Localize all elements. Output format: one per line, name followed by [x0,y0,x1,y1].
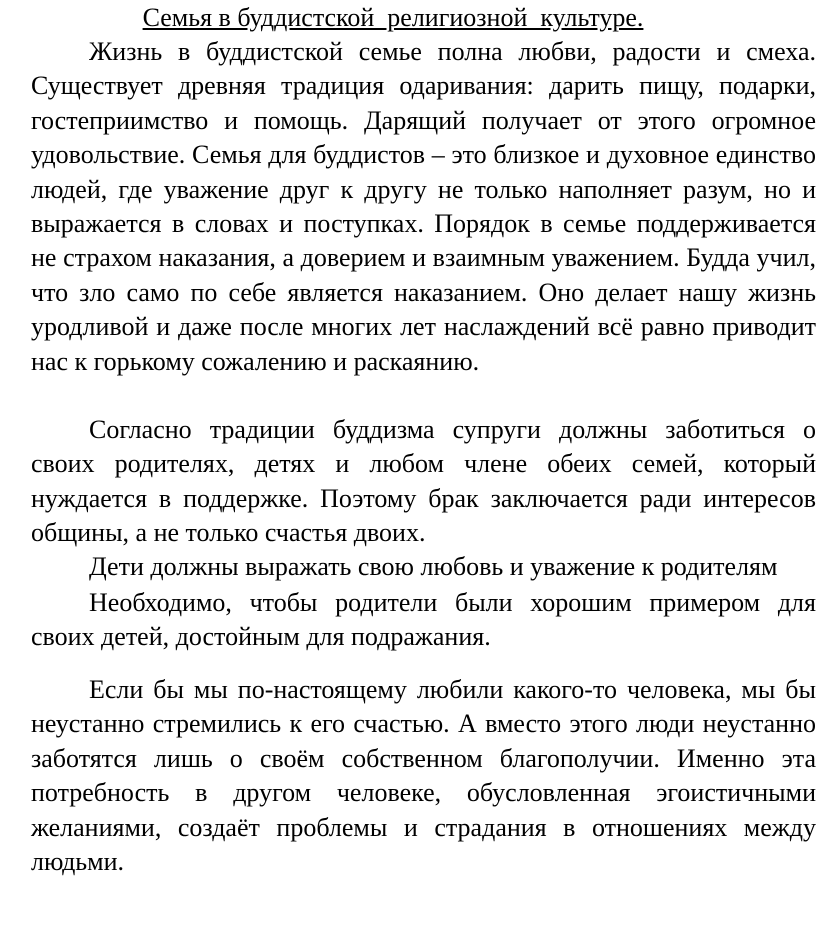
document-title: Семья в буддистской религиозной культуре. [142,3,644,32]
paragraph-family-life: Жизнь в буддистской семье полна любви, радости и смеха. Существует древняя традиция одаривания: дарить пищу, подарки, гостеприимство и помощь. Дарящий получает от этого огромное удовольствие. Семья для буддистов – это близкое и духовное единство людей, где уважение друг к другу не только наполняет разум, но и выражается в словах и поступках. Порядок в семье поддерживается не страхом наказания, а доверием и взаимным уважением. Будда учил, что зло само по себе является наказанием. Оно делает нашу жизнь уродливой и даже после многих лет наслаждений всё равно приводит нас к горькому сожалению и раскаянию. [31,37,816,376]
paragraph-children-love: Дети должны выражать свою любовь и уважение к родителям [89,552,778,581]
paragraph-spouses-duties: Согласно традиции буддизма супруги должны заботиться о своих родителях, детях и любом члене обеих семей, который нуждается в поддержке. Поэтому брак заключается ради интересов общины, а не только счастья двоих. [31,415,816,548]
paragraph-parents-example: Необходимо, чтобы родители были хорошим примером для своих детей, достойным для подражания. [31,588,816,652]
paragraph-true-love: Если бы мы по-настоящему любили какого-то человека, мы бы неустанно стремились к его счастью. А вместо этого люди неустанно заботятся лишь о своём собственном благополучии. Именно эта потребность в другом человеке, обусловленная эгоистичными желаниями, создаёт проблемы и страдания в отношениях между людьми. [31,675,816,877]
